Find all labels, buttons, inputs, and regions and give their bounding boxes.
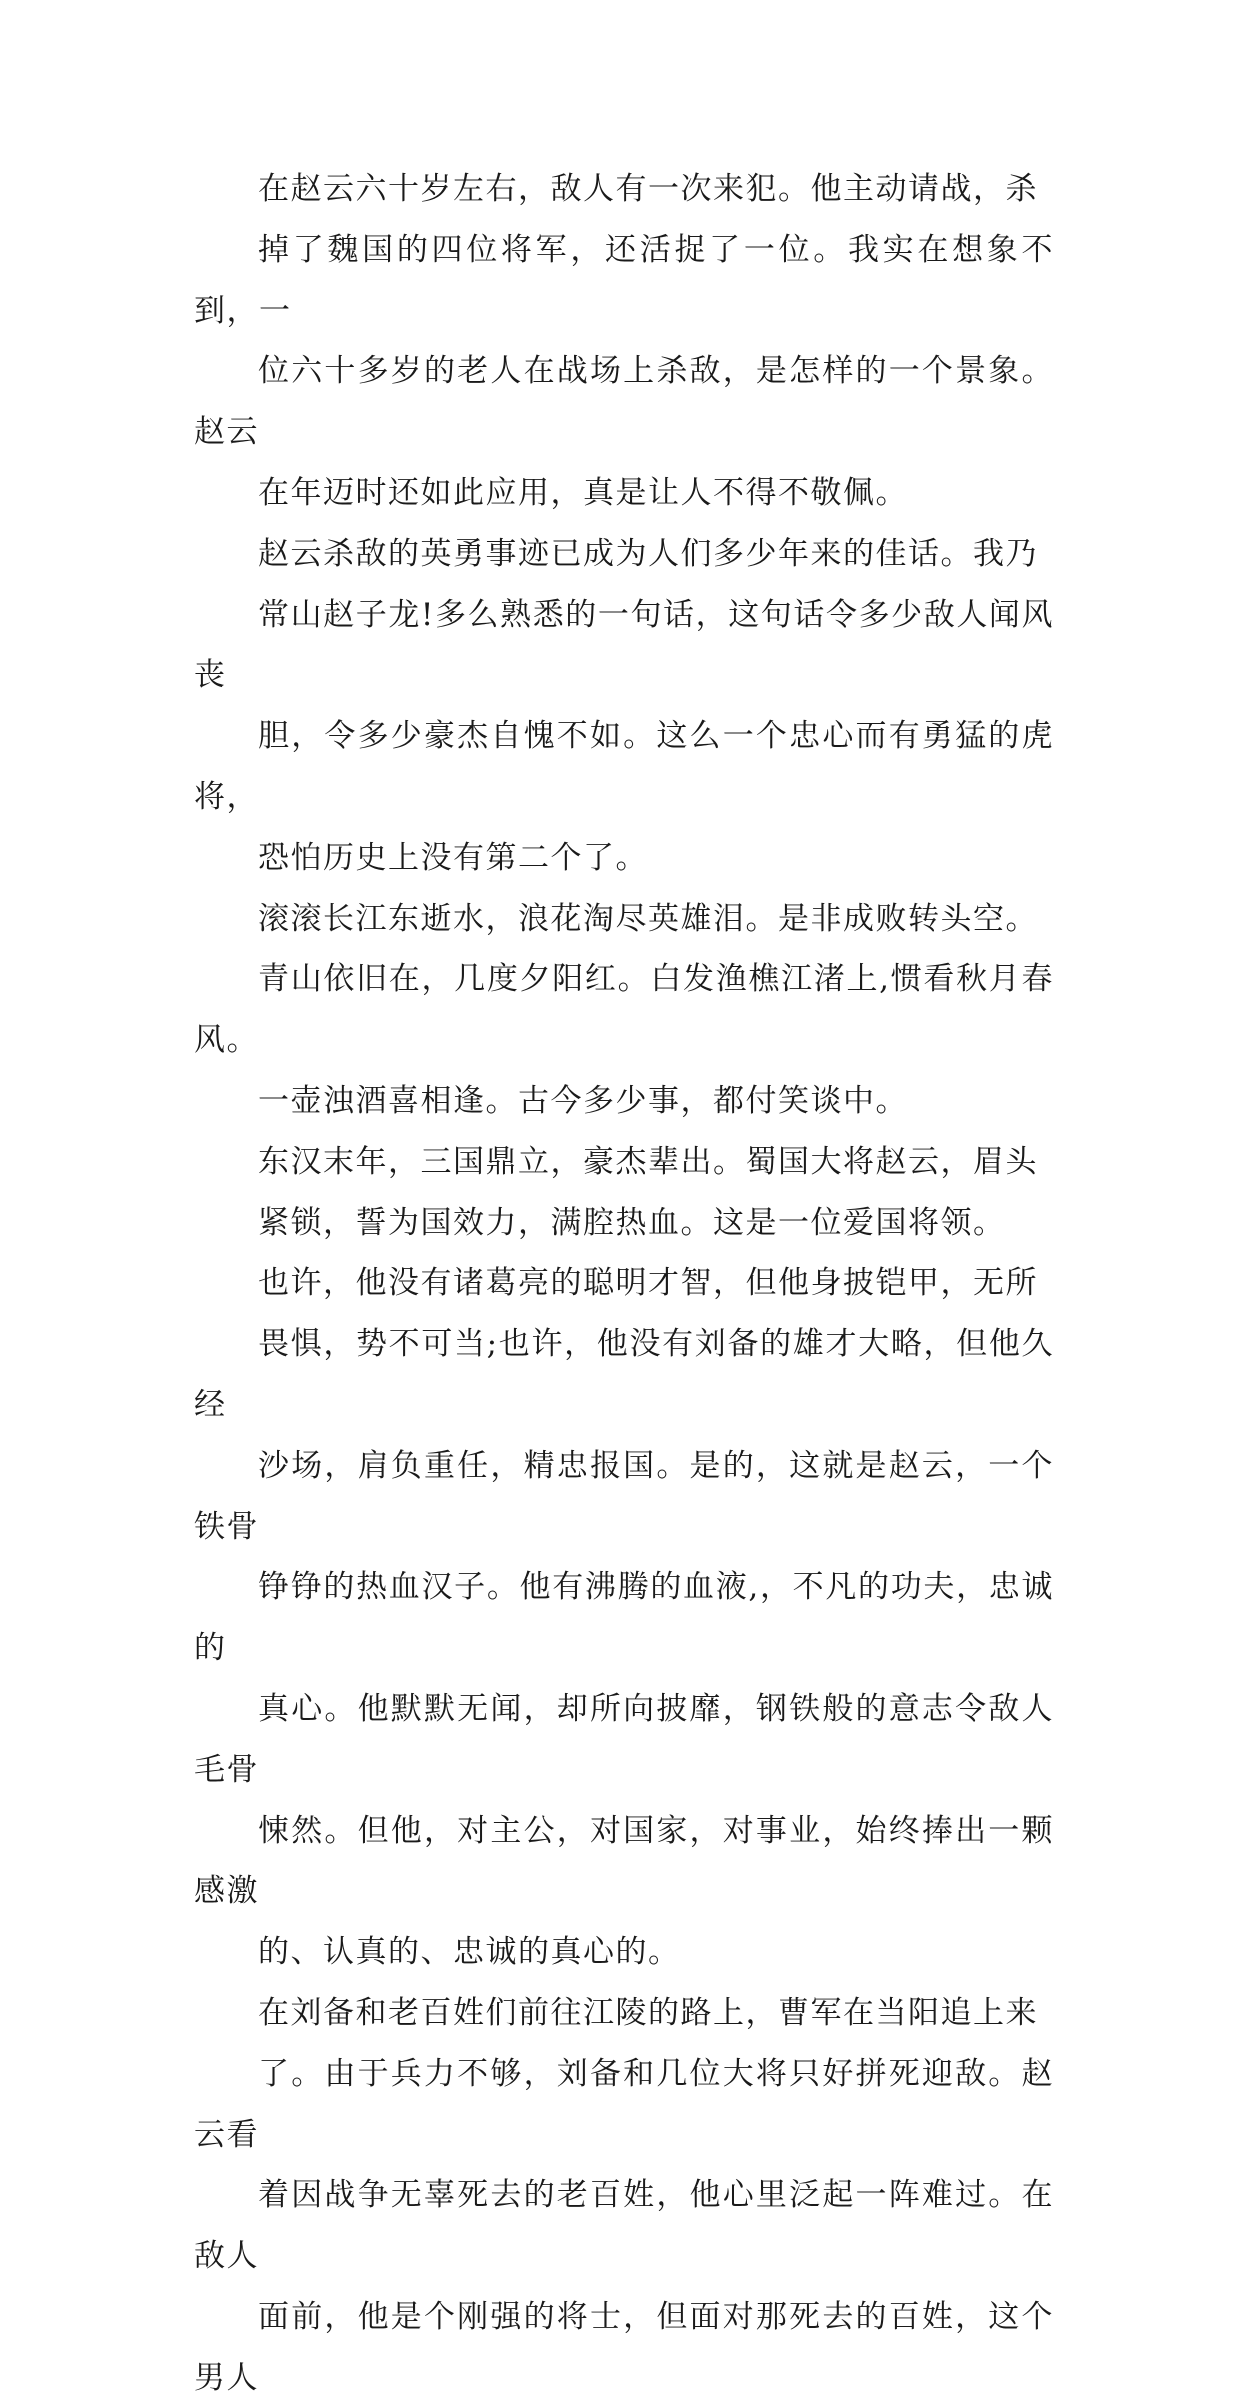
paragraph-4 — [194, 1132, 1054, 1254]
text-line: 常山赵子龙!多么熟悉的一句话，这句话令多少敌人闻风丧 — [194, 596, 1054, 694]
text-line: 在赵云六十岁左右，敌人有一次来犯。他主动请战，杀 — [258, 171, 1038, 207]
text-line: 位六十多岁的老人在战场上杀敌，是怎样的一个景象。赵云 — [194, 353, 1054, 451]
text-line: 恐怕历史上没有第二个了。 — [258, 839, 648, 876]
paragraph-6 — [194, 1983, 1054, 2408]
text-line: 掉了魏国的四位将军，还活捉了一位。我实在想象不到，一 — [194, 231, 1054, 329]
text-line: 着因战争无辜死去的老百姓，他心里泛起一阵难过。在敌人 — [194, 2177, 1054, 2275]
text-line: 的、认真的、忠诚的真心的。 — [258, 1934, 681, 1971]
text-line: 真心。他默默无闻，却所向披靡，钢铁般的意志令敌人毛骨 — [194, 1690, 1054, 1788]
text-line: 胆，令多少豪杰自愧不如。这么一个忠心而有勇猛的虎将， — [194, 718, 1054, 815]
text-line: 了。由于兵力不够，刘备和几位大将只好拼死迎敌。赵云看 — [194, 2055, 1054, 2153]
text-line: 悚然。但他，对主公，对国家，对事业，始终捧出一颗感激 — [194, 1812, 1054, 1910]
document-body — [194, 159, 1054, 2408]
text-line: 在年迈时还如此应用，真是让人不得不敬佩。 — [258, 474, 908, 511]
text-line: 一壶浊酒喜相逢。古今多少事，都付笑谈中。 — [258, 1082, 908, 1119]
text-line: 也许，他没有诸葛亮的聪明才智，但他身披铠甲，无所 — [258, 1265, 1038, 1302]
paragraph-3 — [194, 889, 1054, 1132]
text-line: 沙场，肩负重任，精忠报国。是的，这就是赵云，一个铁骨 — [194, 1447, 1054, 1545]
paragraph-2 — [194, 524, 1054, 889]
text-line: 畏惧，势不可当;也许，他没有刘备的雄才大略，但他久经 — [194, 1326, 1054, 1423]
paragraph-5 — [194, 1253, 1054, 1983]
text-line: 赵云杀敌的英勇事迹已成为人们多少年来的佳话。我乃 — [258, 535, 1038, 572]
text-line: 在刘备和老百姓们前往江陵的路上，曹军在当阳追上来 — [258, 1994, 1038, 2031]
text-line: 滚滚长江东逝水，浪花淘尽英雄泪。是非成败转头空。 — [258, 900, 1038, 937]
text-line: 铮铮的热血汉子。他有沸腾的血液,，不凡的功夫，忠诚的 — [194, 1569, 1054, 1667]
paragraph-1 — [194, 159, 1054, 524]
text-line: 青山依旧在，几度夕阳红。白发渔樵江渚上,惯看秋月春风。 — [194, 961, 1054, 1059]
text-line: 面前，他是个刚强的将士，但面对那死去的百姓，这个男人 — [194, 2298, 1054, 2396]
text-line: 紧锁，誓为国效力，满腔热血。这是一位爱国将领。 — [258, 1204, 1006, 1241]
text-line: 东汉末年，三国鼎立，豪杰辈出。蜀国大将赵云，眉头 — [258, 1143, 1038, 1180]
